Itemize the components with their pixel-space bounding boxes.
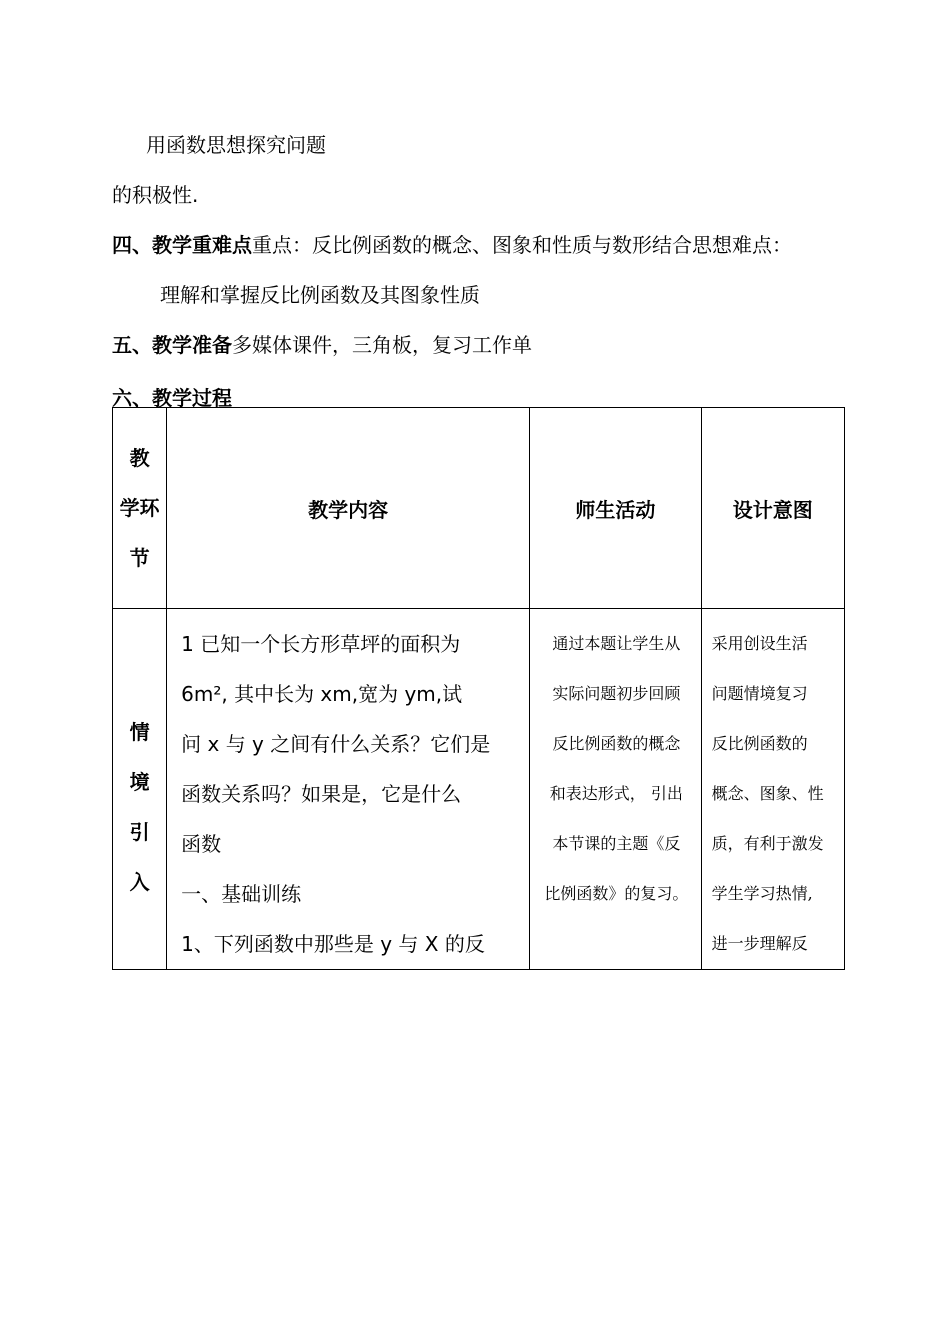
header-activity: 师生活动 (530, 408, 701, 609)
content-line: 问 x 与 y 之间有什么关系？它们是 (181, 732, 491, 756)
intro-line-1: 用函数思想探究问题 (146, 133, 326, 157)
row-stage (113, 609, 167, 970)
activity-line: 反比例函数的概念 (552, 734, 681, 753)
activity-line: 通过本题让学生从 (552, 634, 681, 653)
intent-line: 学生学习热情, (711, 884, 813, 903)
table-row (113, 609, 845, 970)
content-line: 1、下列函数中那些是 y 与 X 的反 (181, 932, 485, 956)
content-line: 函数 (181, 832, 222, 856)
intent-line: 反比例函数的 (711, 734, 808, 753)
header-content: 教学内容 (167, 408, 530, 609)
section-5-text: 多媒体课件，三角板，复习工作单 (232, 333, 532, 357)
section-4-label: 四、教学重难点 (112, 233, 252, 257)
row-activity (530, 609, 701, 970)
header-intent: 设计意图 (701, 408, 844, 609)
intent-line: 问题情境复习 (711, 684, 808, 703)
row-content (167, 609, 530, 970)
intent-line: 进一步理解反 (711, 934, 808, 953)
header-stage-part: 节 (129, 546, 150, 570)
intent-line: 概念、图象、性 (711, 784, 824, 803)
activity-line: 和表达形式， 引出 (549, 784, 683, 803)
teaching-process-table (112, 407, 845, 970)
row-intent (701, 609, 844, 970)
header-stage (113, 408, 167, 609)
activity-line: 实际问题初步回顾 (552, 684, 681, 703)
stage-char: 入 (129, 870, 150, 894)
content-line: 一、基础训练 (181, 882, 302, 906)
stage-char: 引 (129, 820, 150, 844)
section-6-label: 六、教学过程 (112, 386, 232, 410)
header-stage-part: 学环 (119, 496, 160, 520)
intro-line-2: 的积极性. (112, 183, 199, 207)
stage-char: 境 (129, 770, 150, 794)
content-line: 函数关系吗？如果是，它是什么 (181, 782, 462, 806)
activity-line: 比例函数》的复习。 (544, 884, 689, 903)
section-4-continuation: 理解和掌握反比例函数及其图象性质 (160, 283, 480, 307)
section-5-label: 五、教学准备 (112, 333, 232, 357)
header-stage-part: 教 (129, 446, 150, 470)
activity-line: 本节课的主题《反 (552, 834, 681, 853)
section-4-text: 重点：反比例函数的概念、图象和性质与数形结合思想难点： (252, 233, 792, 257)
section-4-heading (112, 231, 792, 259)
intent-line: 质，有利于激发 (711, 834, 824, 853)
intent-line: 采用创设生活 (711, 634, 808, 653)
table-header-row (113, 408, 845, 609)
section-5-heading (112, 331, 532, 359)
content-line: 6m², 其中长为 xm,宽为 ym,试 (181, 682, 463, 706)
stage-char: 情 (129, 720, 150, 744)
content-line: 1 已知一个长方形草坪的面积为 (181, 632, 461, 656)
